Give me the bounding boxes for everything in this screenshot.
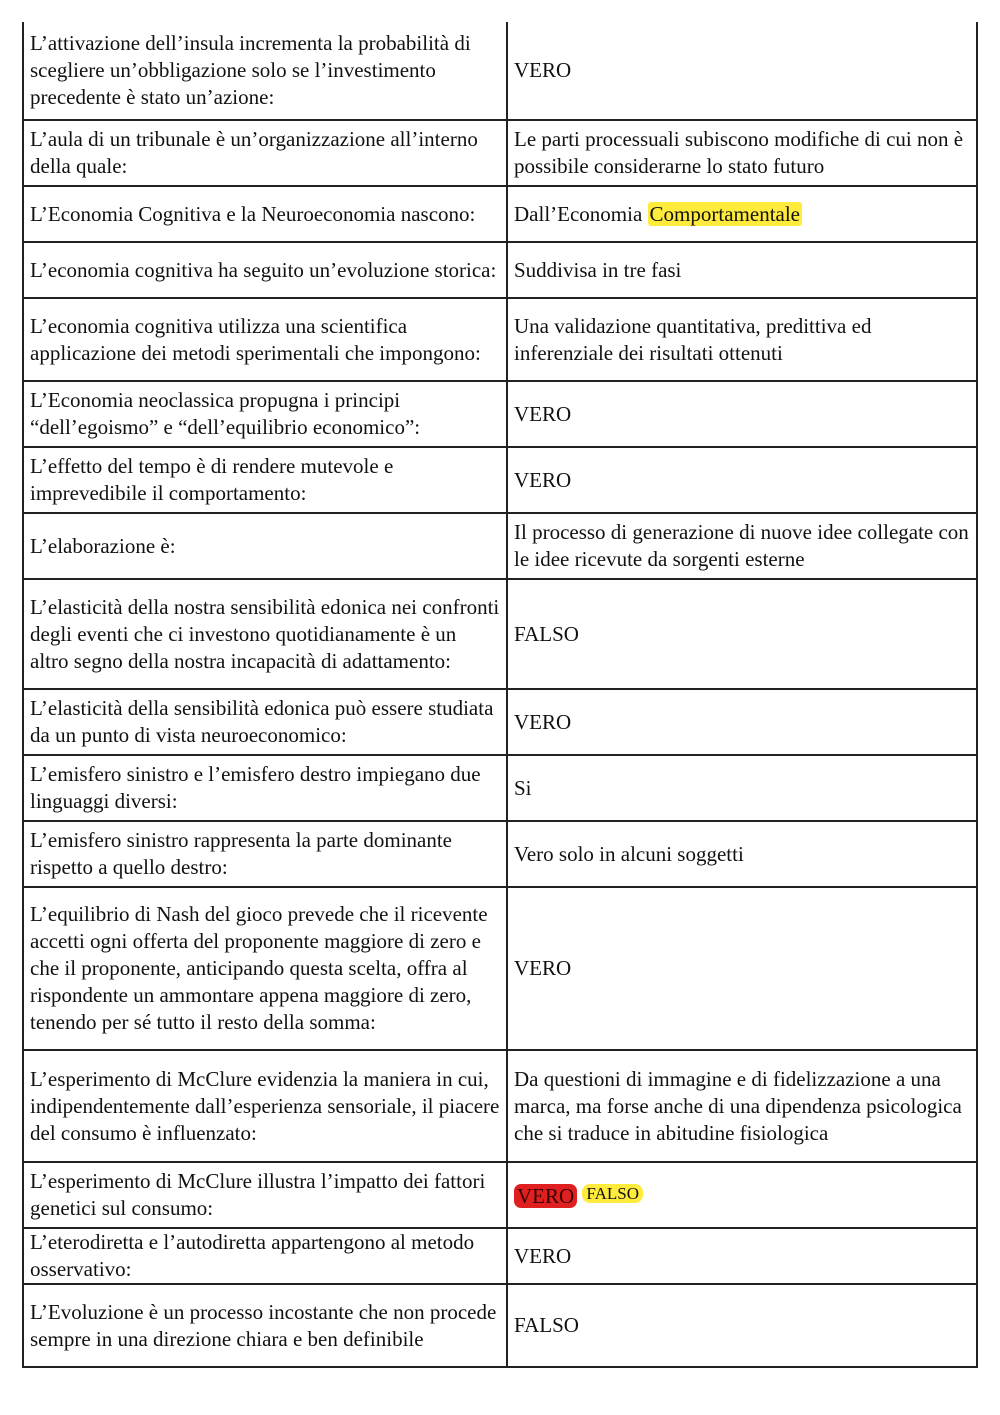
corrected-answer-text: FALSO bbox=[582, 1184, 643, 1203]
answer-text: Dall’Economia bbox=[514, 201, 643, 226]
answer-cell: FALSO bbox=[507, 579, 977, 689]
table-row bbox=[23, 513, 977, 579]
question-cell: L’Economia Cognitiva e la Neuroeconomia nascono: bbox=[23, 186, 507, 242]
question-cell: L’Economia neoclassica propugna i principi “dell’egoismo” e “dell’equilibrio economico”: bbox=[23, 381, 507, 447]
table-row bbox=[23, 1050, 977, 1162]
question-cell: L’eterodiretta e l’autodiretta appartengono al metodo osservativo: bbox=[23, 1228, 507, 1284]
question-cell: L’equilibrio di Nash del gioco prevede che il ricevente accetti ogni offerta del proponente maggiore di zero e che il proponente, anticipando questa scelta, offra al rispondente un ammontare appena maggiore di zero, tenendo per sé tutto il resto della somma: bbox=[23, 887, 507, 1050]
question-cell: L’economia cognitiva ha seguito un’evoluzione storica: bbox=[23, 242, 507, 298]
answer-cell: VERO bbox=[507, 1228, 977, 1284]
table-row bbox=[23, 689, 977, 755]
table-row bbox=[23, 1228, 977, 1284]
answer-cell: VERO bbox=[507, 22, 977, 120]
answer-cell: Si bbox=[507, 755, 977, 821]
answer-cell: Vero solo in alcuni soggetti bbox=[507, 821, 977, 887]
answer-cell: VERO bbox=[507, 887, 977, 1050]
question-cell: L’esperimento di McClure illustra l’impatto dei fattori genetici sul consumo: bbox=[23, 1162, 507, 1228]
answer-cell bbox=[507, 1162, 977, 1228]
table-row bbox=[23, 579, 977, 689]
question-cell: L’Evoluzione è un processo incostante che non procede sempre in una direzione chiara e ben definibile bbox=[23, 1284, 507, 1367]
table-row bbox=[23, 298, 977, 381]
question-cell: L’esperimento di McClure evidenzia la maniera in cui, indipendentemente dall’esperienza sensoriale, il piacere del consumo è influenzato: bbox=[23, 1050, 507, 1162]
question-cell: L’emisfero sinistro rappresenta la parte dominante rispetto a quello destro: bbox=[23, 821, 507, 887]
struck-answer-text: VERO bbox=[514, 1184, 577, 1208]
table-row bbox=[23, 755, 977, 821]
answer-cell: Il processo di generazione di nuove idee collegate con le idee ricevute da sorgenti esterne bbox=[507, 513, 977, 579]
table-row bbox=[23, 22, 977, 120]
table-row bbox=[23, 242, 977, 298]
question-cell: L’attivazione dell’insula incrementa la probabilità di scegliere un’obbligazione solo se l’investimento precedente è stato un’azione: bbox=[23, 22, 507, 120]
highlighted-answer-text: Comportamentale bbox=[649, 201, 801, 226]
question-cell: L’emisfero sinistro e l’emisfero destro impiegano due linguaggi diversi: bbox=[23, 755, 507, 821]
table-row bbox=[23, 1284, 977, 1367]
question-cell: L’elasticità della sensibilità edonica può essere studiata da un punto di vista neuroeconomico: bbox=[23, 689, 507, 755]
table-row bbox=[23, 120, 977, 186]
qa-table bbox=[22, 22, 978, 1368]
question-cell: L’elasticità della nostra sensibilità edonica nei confronti degli eventi che ci investono quotidianamente è un altro segno della nostra incapacità di adattamento: bbox=[23, 579, 507, 689]
table-row bbox=[23, 821, 977, 887]
answer-cell: Suddivisa in tre fasi bbox=[507, 242, 977, 298]
question-cell: L’aula di un tribunale è un’organizzazione all’interno della quale: bbox=[23, 120, 507, 186]
question-cell: L’effetto del tempo è di rendere mutevole e imprevedibile il comportamento: bbox=[23, 447, 507, 513]
answer-cell: Una validazione quantitativa, predittiva ed inferenziale dei risultati ottenuti bbox=[507, 298, 977, 381]
answer-cell: VERO bbox=[507, 689, 977, 755]
answer-cell bbox=[507, 186, 977, 242]
table-row bbox=[23, 887, 977, 1050]
answer-cell: FALSO bbox=[507, 1284, 977, 1367]
table-row bbox=[23, 447, 977, 513]
answer-cell: Le parti processuali subiscono modifiche di cui non è possibile considerarne lo stato futuro bbox=[507, 120, 977, 186]
table-row bbox=[23, 1162, 977, 1228]
answer-cell: VERO bbox=[507, 381, 977, 447]
table-row bbox=[23, 381, 977, 447]
answer-cell: Da questioni di immagine e di fidelizzazione a una marca, ma forse anche di una dipendenza psicologica che si traduce in abitudine fisiologica bbox=[507, 1050, 977, 1162]
table-row bbox=[23, 186, 977, 242]
question-cell: L’economia cognitiva utilizza una scientifica applicazione dei metodi sperimentali che impongono: bbox=[23, 298, 507, 381]
question-cell: L’elaborazione è: bbox=[23, 513, 507, 579]
answer-cell: VERO bbox=[507, 447, 977, 513]
